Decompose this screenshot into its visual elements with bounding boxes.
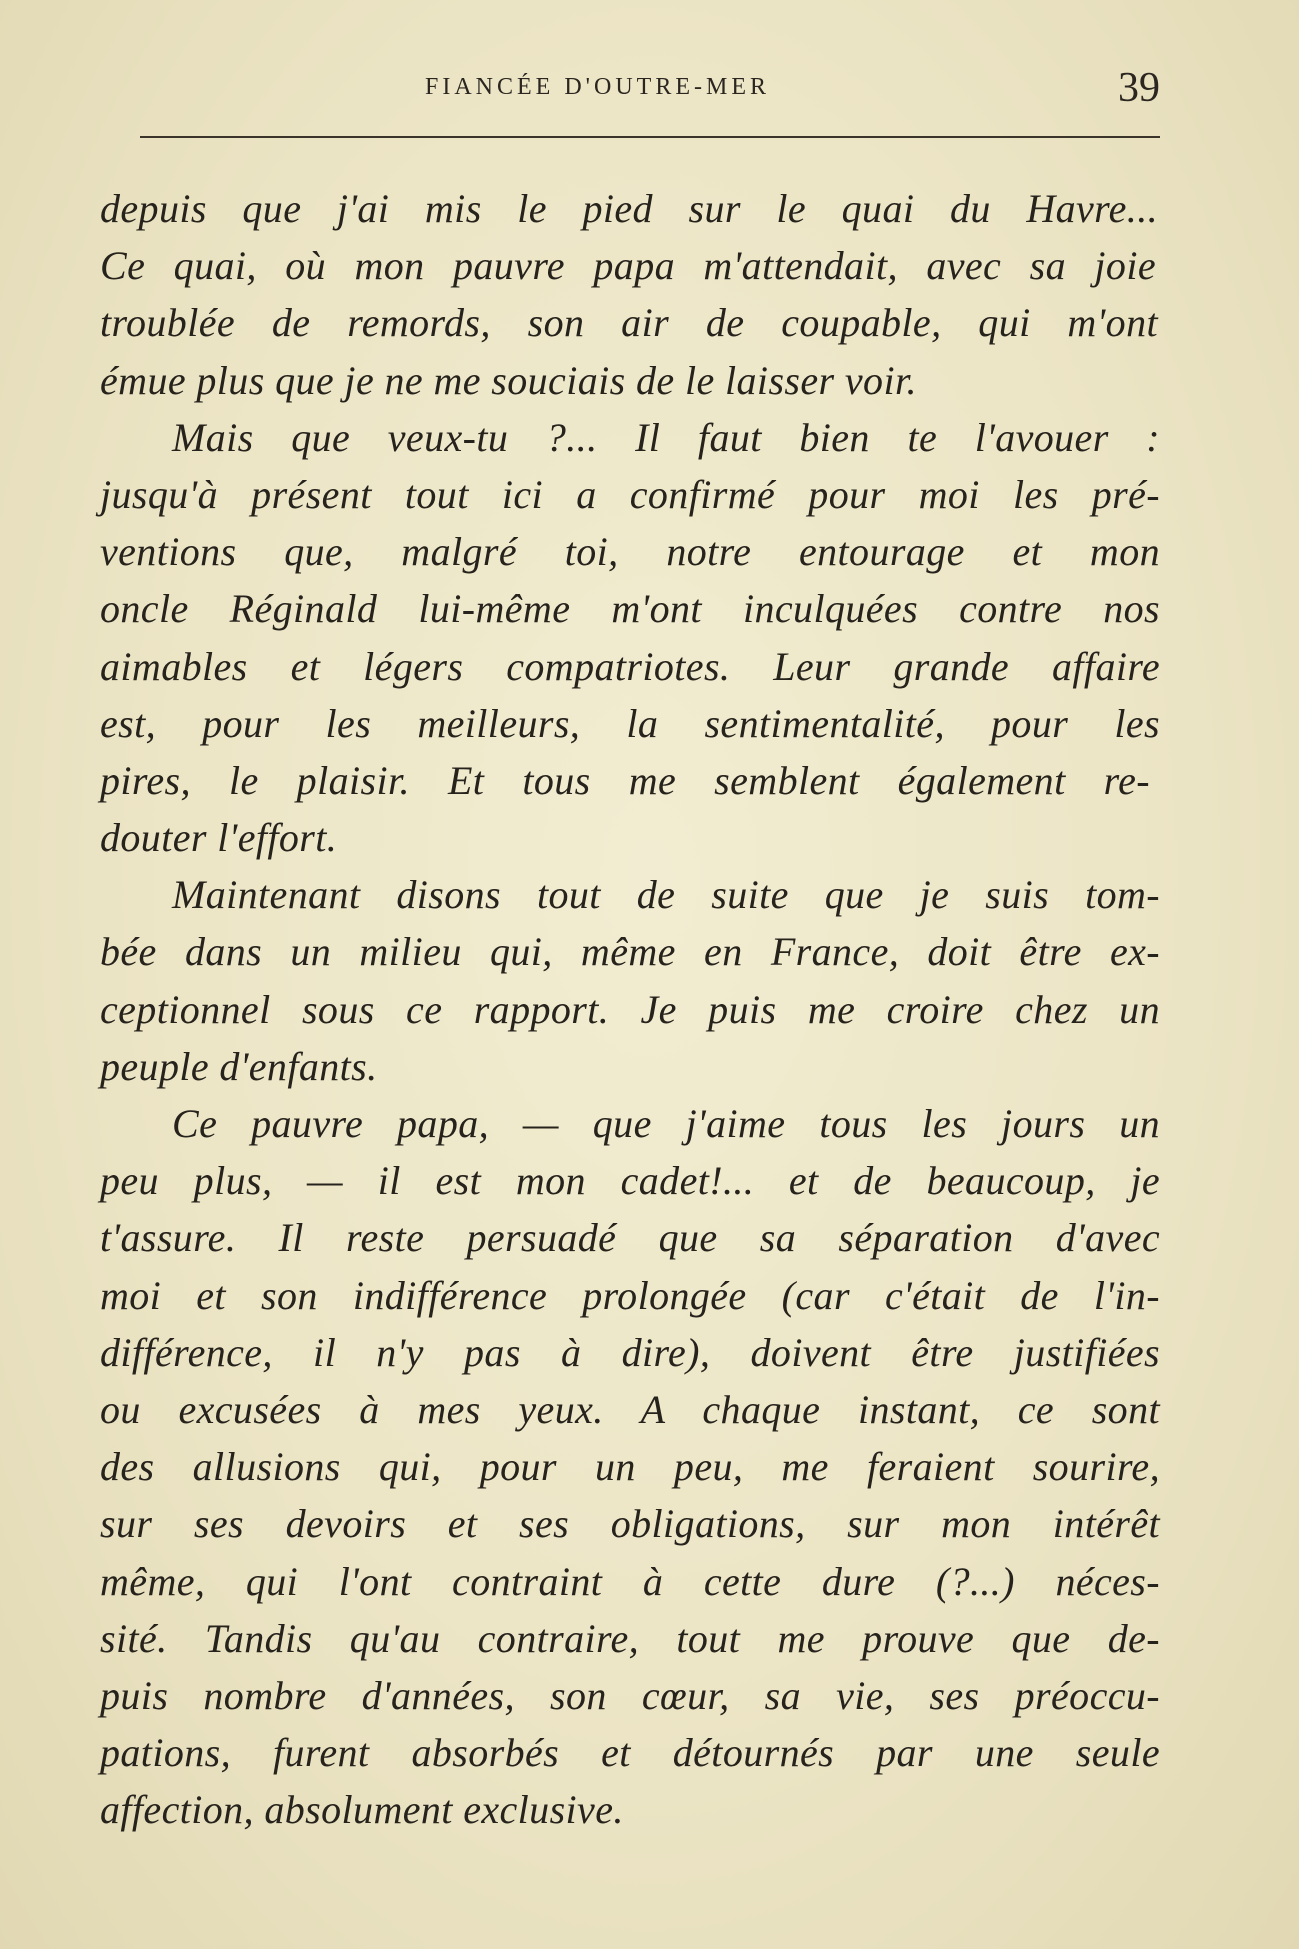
text-line: puis nombre d'années, son cœur, sa vie, ses préoccu- — [100, 1672, 1160, 1718]
text-line: différence, il n'y pas à dire), doivent être justifiées — [100, 1329, 1160, 1375]
text-line: bée dans un milieu qui, même en France, doit être ex- — [100, 929, 1160, 975]
text-line: peuple d'enfants. — [100, 1043, 378, 1089]
text-line: pations, furent absorbés et détournés par une seule — [100, 1730, 1160, 1776]
body-text — [100, 180, 1160, 1838]
paragraph-start-line: Mais que veux-tu ?... Il faut bien te l'avouer : — [172, 414, 1160, 460]
text-line: sité. Tandis qu'au contraire, tout me prouve que de- — [100, 1615, 1160, 1661]
text-line: jusqu'à présent tout ici a confirmé pour moi les pré- — [100, 471, 1160, 517]
text-line: oncle Réginald lui-même m'ont inculquées contre nos — [100, 586, 1160, 632]
paragraph-start-line: Ce pauvre papa, — que j'aime tous les jours un — [172, 1101, 1160, 1146]
running-title: FIANCÉE D'OUTRE-MER — [425, 74, 770, 100]
text-line: peu plus, — il est mon cadet!... et de beaucoup, je — [100, 1158, 1160, 1204]
text-line: aimables et légers compatriotes. Leur grande affaire — [100, 643, 1160, 689]
text-line: depuis que j'ai mis le pied sur le quai du Havre... — [100, 186, 1158, 231]
text-line: troublée de remords, son air de coupable, qui m'ont — [100, 300, 1158, 346]
header-rule — [140, 136, 1160, 138]
text-line: affection, absolument exclusive. — [100, 1787, 624, 1833]
text-line: est, pour les meilleurs, la sentimentalité, pour les — [100, 700, 1160, 746]
text-line: douter l'effort. — [100, 815, 338, 861]
page-number: 39 — [1118, 65, 1160, 111]
text-line: moi et son indifférence prolongée (car c'était de l'in- — [100, 1272, 1160, 1318]
text-line: sur ses devoirs et ses obligations, sur mon intérêt — [100, 1501, 1160, 1547]
text-line: ou excusées à mes yeux. A chaque instant, ce sont — [100, 1386, 1160, 1432]
text-line: t'assure. Il reste persuadé que sa séparation d'avec — [100, 1215, 1160, 1261]
text-line: émue plus que je ne me souciais de le laisser voir. — [100, 357, 917, 403]
text-line: même, qui l'ont contraint à cette dure (?...) néces- — [100, 1558, 1160, 1604]
text-line: des allusions qui, pour un peu, me feraient sourire, — [100, 1444, 1160, 1490]
text-line: Ce quai, où mon pauvre papa m'attendait, avec sa joie — [100, 243, 1156, 289]
text-line: ceptionnel sous ce rapport. Je puis me croire chez un — [100, 986, 1160, 1032]
text-line: ventions que, malgré toi, notre entourage et mon — [100, 529, 1160, 575]
running-head — [140, 64, 1160, 124]
text-line: pires, le plaisir. Et tous me semblent également re- — [100, 757, 1150, 803]
paragraph-start-line: Maintenant disons tout de suite que je suis tom- — [172, 872, 1160, 918]
